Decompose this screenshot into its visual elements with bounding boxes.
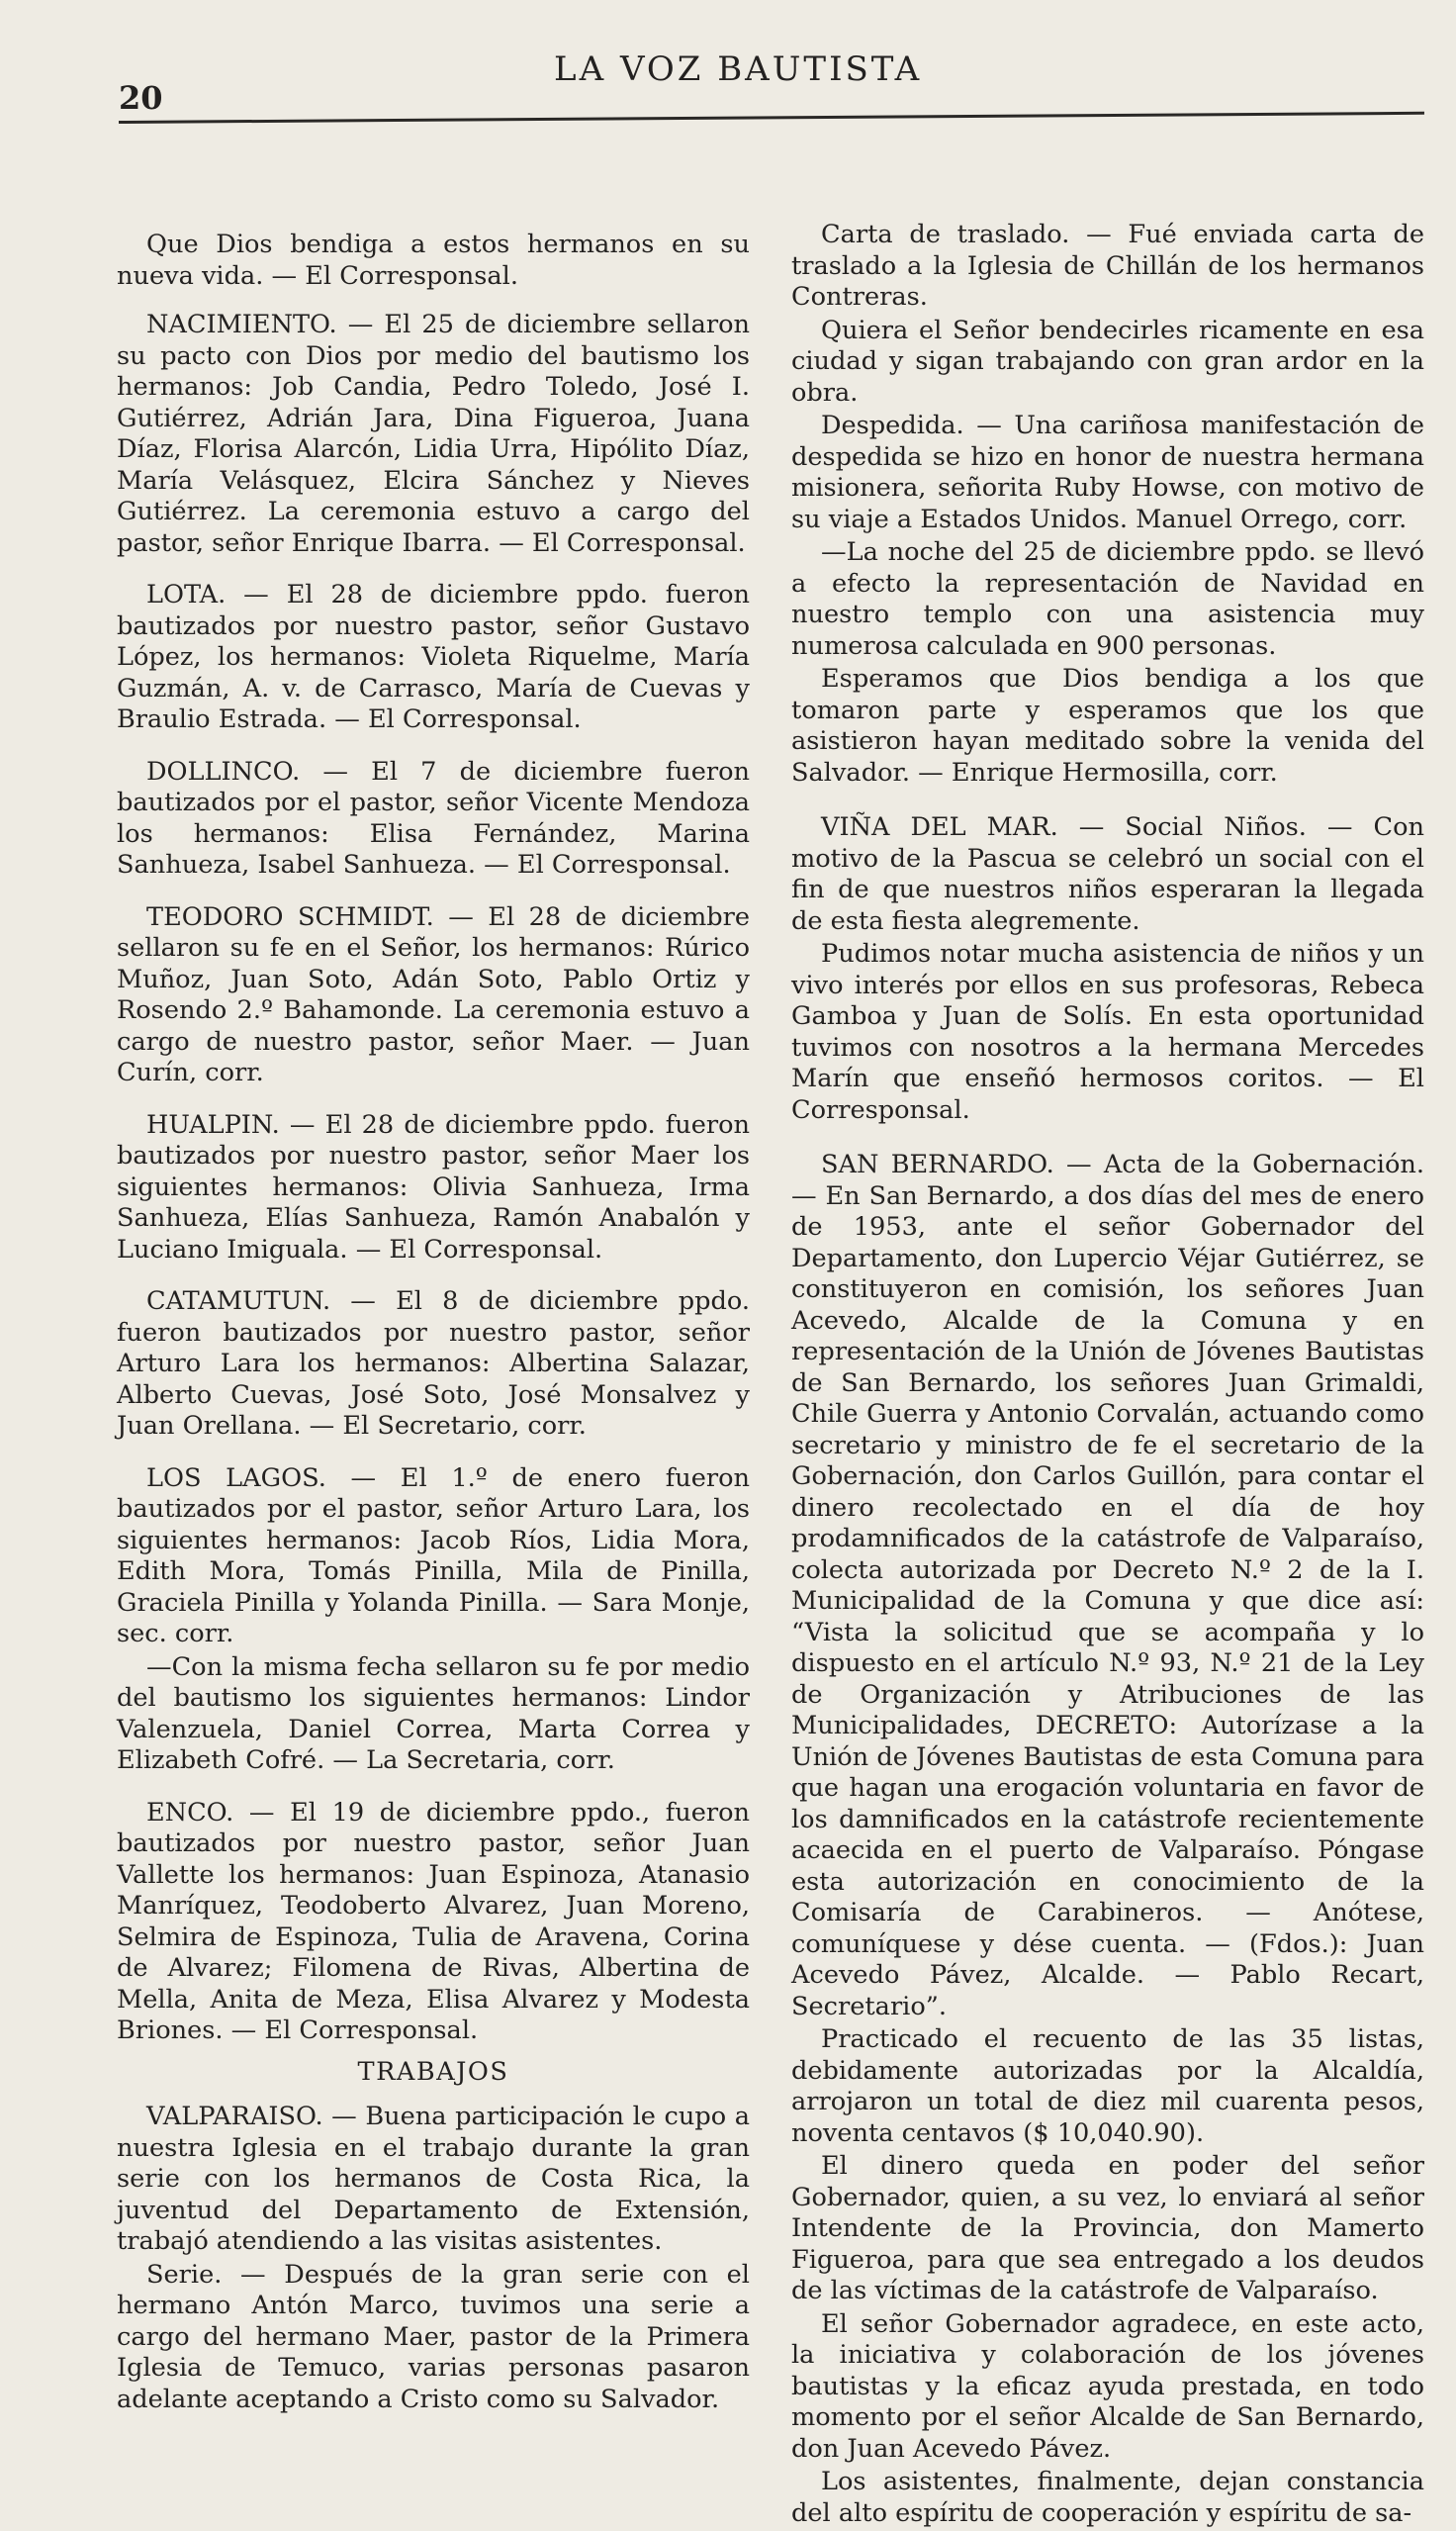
paragraph: Despedida. — Una cariñosa manifestación de despedida se hizo en honor de nuestra hermana misionera, señorita Ruby Howse, con motivo de su viaje a Estados Unidos. Manuel Orrego, corr. bbox=[791, 411, 1424, 534]
paragraph: LOTA. — El 28 de diciembre ppdo. fueron bautizados por nuestro pastor, señor Gustavo López, los hermanos: Violeta Riquelme, María Guzmán, A. v. de Carrasco, María de Cuevas y Braulio Estrada. — El Corresponsal. bbox=[117, 580, 750, 734]
paragraph: CATAMUTUN. — El 8 de diciembre ppdo. fueron bautizados por nuestro pastor, señor Arturo Lara los hermanos: Albertina Salazar, Alberto Cuevas, José Soto, José Monsalvez y Juan Orellana. — El Secretario, corr. bbox=[117, 1286, 750, 1441]
paragraph: TEODORO SCHMIDT. — El 28 de diciembre sellaron su fe en el Señor, los hermanos: Rúrico Muñoz, Juan Soto, Adán Soto, Pablo Ortiz y Rosendo 2.º Bahamonde. La ceremonia estuvo a cargo de nuestro pastor, señor Maer. — Juan Curín, corr. bbox=[117, 901, 750, 1087]
paragraph: VALPARAISO. — Buena participación le cupo a nuestra Iglesia en el trabajo durante la gran serie con los hermanos de Costa Rica, la juventud del Departamento de Extensión, trabajó atendiendo a las visitas asistentes. bbox=[117, 2102, 750, 2256]
paragraph: Serie. — Después de la gran serie con el hermano Antón Marco, tuvimos una serie a cargo del hermano Maer, pastor de la Primera Iglesia de Temuco, varias personas pasaron adelante aceptando a Cristo como su Salvador. bbox=[117, 2259, 750, 2414]
paragraph: El señor Gobernador agradece, en este acto, la iniciativa y colaboración de los jóvenes bautistas y la eficaz ayuda prestada, en todo momento por el señor Alcalde de San Bernardo, don Juan Acevedo Pávez. bbox=[791, 2308, 1424, 2464]
paragraph: SAN BERNARDO. — Acta de la Gobernación. — En San Bernardo, a dos días del mes de enero de 1953, ante el señor Gobernador del Departamento, don Lupercio Véjar Gutiérrez, se constituyeron en comisión, los señores Juan Acevedo, Alcalde de la Comuna y en representación de la Unión de Jóvenes Bautistas de San Bernardo, los señores Juan Grimaldi, Chile Guerra y Antonio Corvalán, actuando como secretario y ministro de fe el secretario de la Gobernación, don Carlos Guillón, para contar el dinero recolectado en el día de hoy prodamnificados de la catástrofe de Valparaíso, colecta autorizada por Decreto N.º 2 de la I. Municipalidad de la Comuna y que dice así: “Vista la solicitud que se acompaña y lo dispuesto en el artículo N.º 93, N.º 21 de la Ley de Organización y Atribuciones de las Municipalidades, DECRETO: Autorízase a la Unión de Jóvenes Bautistas de esta Comuna para que hagan una erogación voluntaria en favor de los damnificados en la catástrofe recientemente acaecida en el puerto de Valparaíso. Póngase esta autorización en conocimiento de la Comisaría de Carabineros. — Anótese, comuníquese y dése cuenta. — (Fdos.): Juan Acevedo Pávez, Alcalde. — Pablo Recart, Secretario”. bbox=[791, 1150, 1424, 2021]
paragraph: Esperamos que Dios bendiga a los que tomaron parte y esperamos que los que asistieron hayan meditado sobre la venida del Salvador. — Enrique Hermosilla, corr. bbox=[791, 664, 1424, 788]
header-rule bbox=[119, 112, 1424, 124]
page-number: 20 bbox=[119, 79, 163, 117]
left-column bbox=[117, 230, 750, 2417]
section-heading: TRABAJOS bbox=[357, 2056, 509, 2087]
paragraph: El dinero queda en poder del señor Gobernador, quien, a su vez, lo enviará al señor Intendente de la Provincia, don Mamerto Figueroa, para que sea entregado a los deudos de las víctimas de la catástrofe de Valparaíso. bbox=[791, 2151, 1424, 2305]
paragraph: DOLLINCO. — El 7 de diciembre fueron bautizados por el pastor, señor Vicente Mendoza los hermanos: Elisa Fernández, Marina Sanhueza, Isabel Sanhueza. — El Corresponsal. bbox=[117, 756, 750, 880]
paragraph: NACIMIENTO. — El 25 de diciembre sellaron su pacto con Dios por medio del bautismo los hermanos: Job Candia, Pedro Toledo, José I. Gutiérrez, Adrián Jara, Dina Figueroa, Juana Díaz, Florisa Alarcón, Lidia Urra, Hipólito Díaz, María Velásquez, Elcira Sánchez y Nieves Gutiérrez. La ceremonia estuvo a cargo del pastor, señor Enrique Ibarra. — El Corresponsal. bbox=[117, 310, 750, 558]
paragraph: LOS LAGOS. — El 1.º de enero fueron bautizados por el pastor, señor Arturo Lara, los siguientes hermanos: Jacob Ríos, Lidia Mora, Edith Mora, Tomás Pinilla, Mila de Pinilla, Graciela Pinilla y Yolanda Pinilla. — Sara Monje, sec. corr. bbox=[117, 1462, 750, 1648]
running-title: LA VOZ BAUTISTA bbox=[554, 49, 923, 89]
paragraph: VIÑA DEL MAR. — Social Niños. — Con motivo de la Pascua se celebró un social con el fin de que nuestros niños esperaran la llegada de esta fiesta alegremente. bbox=[791, 812, 1424, 936]
paragraph: Pudimos notar mucha asistencia de niños y un vivo interés por ellos en sus profesoras, Rebeca Gamboa y Juan de Solís. En esta oportunidad tuvimos con nosotros a la hermana Mercedes Marín que enseñó hermosos coritos. — El Corresponsal. bbox=[791, 939, 1424, 1125]
paragraph: Los asistentes, finalmente, dejan constancia del alto espíritu de cooperación y espíritu de sa- bbox=[791, 2467, 1424, 2528]
paragraph: Practicado el recuento de las 35 listas, debidamente autorizadas por la Alcaldía, arrojaron un total de diez mil cuarenta pesos, noventa centavos ($ 10,040.90). bbox=[791, 2024, 1424, 2148]
paragraph: ENCO. — El 19 de diciembre ppdo., fueron bautizados por nuestro pastor, señor Juan Vallette los hermanos: Juan Espinoza, Atanasio Manríquez, Teodoberto Alvarez, Juan Moreno, Selmira de Espinoza, Tulia de Aravena, Corina de Alvarez; Filomena de Rivas, Albertina de Mella, Anita de Meza, Elisa Alvarez y Modesta Briones. — El Corresponsal. bbox=[117, 1797, 750, 2045]
right-column bbox=[791, 220, 1424, 2531]
paragraph: HUALPIN. — El 28 de diciembre ppdo. fueron bautizados por nuestro pastor, señor Maer los siguientes hermanos: Olivia Sanhueza, Irma Sanhueza, Elías Sanhueza, Ramón Anabalón y Luciano Imiguala. — El Corresponsal. bbox=[117, 1109, 750, 1265]
paragraph: Quiera el Señor bendecirles ricamente en esa ciudad y sigan trabajando con gran ardor en la obra. bbox=[791, 315, 1424, 408]
paragraph: Carta de traslado. — Fué enviada carta de traslado a la Iglesia de Chillán de los hermanos Contreras. bbox=[791, 220, 1424, 312]
paragraph: —Con la misma fecha sellaron su fe por medio del bautismo los siguientes hermanos: Lindor Valenzuela, Daniel Correa, Marta Correa y Elizabeth Cofré. — La Secretaria, corr. bbox=[117, 1651, 750, 1775]
paragraph: —La noche del 25 de diciembre ppdo. se llevó a efecto la representación de Navidad en nuestro templo con una asistencia muy numerosa calculada en 900 personas. bbox=[791, 537, 1424, 661]
paragraph: Que Dios bendiga a estos hermanos en su nueva vida. — El Corresponsal. bbox=[117, 230, 750, 291]
